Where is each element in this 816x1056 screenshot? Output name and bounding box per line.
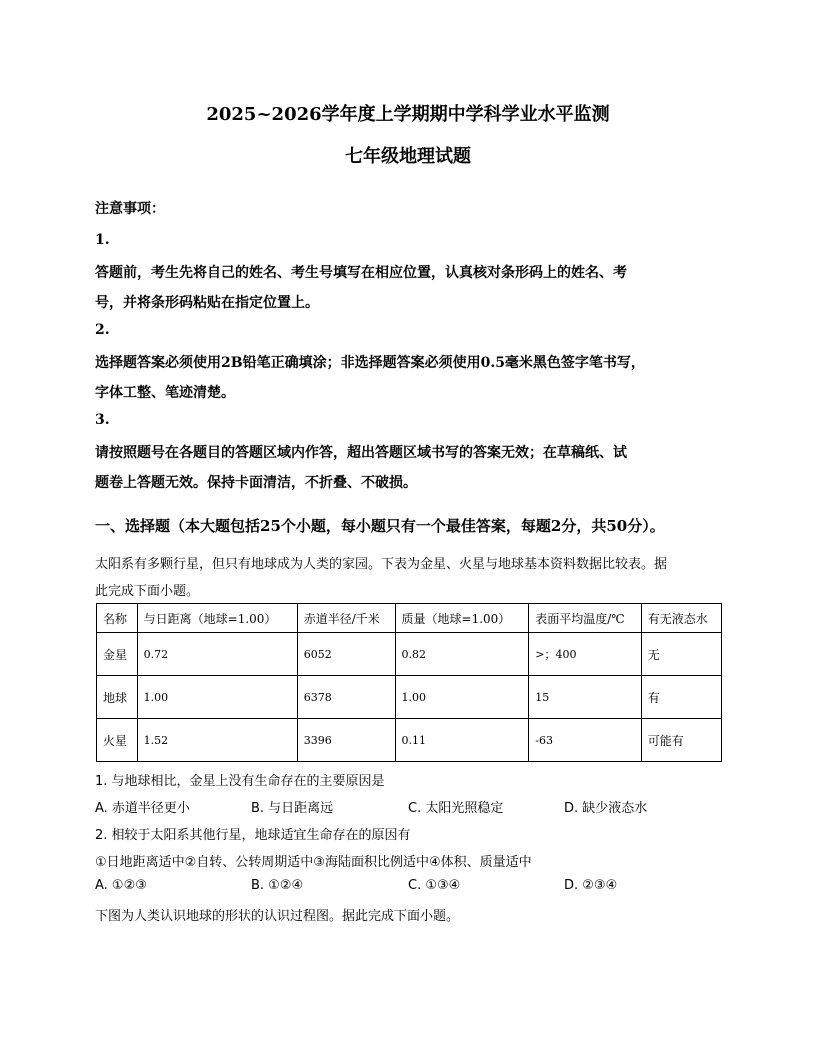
- table-cell: 15: [529, 676, 642, 719]
- table-header-row: [97, 604, 722, 633]
- notice-item-3-number: 3.: [95, 412, 110, 428]
- notice-item-3-line-2: 题卷上答题无效。保持卡面清洁，不折叠、不破损。: [95, 475, 417, 491]
- section-heading: 一、选择题（本大题包括25个小题，每小题只有一个最佳答案，每题2分，共50分）。: [95, 517, 665, 535]
- question-1-option-b: B. 与日距离远: [251, 801, 334, 816]
- table-cell: >；400: [529, 633, 642, 676]
- question-2-option-b: B. ①②④: [251, 878, 304, 893]
- notice-item-1-line-2: 号，并将条形码粘贴在指定位置上。: [95, 295, 319, 311]
- table-cell: 0.72: [137, 633, 297, 676]
- question-2-option-a: A. ①②③: [95, 878, 147, 893]
- notice-item-2-number: 2.: [95, 322, 110, 338]
- planet-comparison-table: [96, 603, 722, 762]
- notice-item-3-line-1: 请按照题号在各题目的答题区域内作答，超出答题区域书写的答案无效；在草稿纸、试: [95, 445, 627, 461]
- table-cell: 地球: [97, 676, 138, 719]
- next-section-intro: 下图为人类认识地球的形状的认识过程图。据此完成下面小题。: [95, 909, 460, 924]
- table-header-cell: 赤道半径/千米: [297, 604, 395, 633]
- exam-subtitle: 七年级地理试题: [345, 146, 471, 167]
- question-2-stem: 2. 相较于太阳系其他行星，地球适宜生命存在的原因有: [95, 828, 411, 843]
- table-cell: 3396: [297, 719, 395, 762]
- exam-title: 2025~2026学年度上学期期中学科学业水平监测: [206, 104, 610, 125]
- question-2-option-c: C. ①③④: [408, 878, 461, 893]
- table-cell: 金星: [97, 633, 138, 676]
- question-2-option-d: D. ②③④: [564, 878, 618, 893]
- table-row: [97, 719, 722, 762]
- notice-item-2-line-1: 选择题答案必须使用2B铅笔正确填涂；非选择题答案必须使用0.5毫米黑色签字笔书写，: [95, 355, 645, 371]
- table-header-cell: 有无液态水: [641, 604, 721, 633]
- notice-item-1-number: 1.: [95, 232, 110, 248]
- table-cell: 6378: [297, 676, 395, 719]
- table-cell: -63: [529, 719, 642, 762]
- table-cell: 6052: [297, 633, 395, 676]
- table-cell: 无: [641, 633, 721, 676]
- table-cell: 0.82: [395, 633, 529, 676]
- section-intro-line-2: 此完成下面小题。: [95, 584, 200, 599]
- table-header-cell: 质量（地球=1.00）: [395, 604, 529, 633]
- question-2-conditions: ①日地距离适中②自转、公转周期适中③海陆面积比例适中④体积、质量适中: [95, 855, 532, 870]
- table-cell: 1.00: [137, 676, 297, 719]
- table-header-cell: 表面平均温度/℃: [529, 604, 642, 633]
- table-cell: 有: [641, 676, 721, 719]
- table-header-cell: 名称: [97, 604, 138, 633]
- question-1-stem: 1. 与地球相比，金星上没有生命存在的主要原因是: [95, 774, 385, 789]
- table-header-cell: 与日距离（地球=1.00）: [137, 604, 297, 633]
- table-cell: 1.00: [395, 676, 529, 719]
- notice-heading: 注意事项：: [95, 201, 165, 217]
- section-intro-line-1: 太阳系有多颗行星，但只有地球成为人类的家园。下表为金星、火星与地球基本资料数据比较表。据: [95, 557, 668, 572]
- question-1-option-d: D. 缺少液态水: [564, 801, 648, 816]
- table-row: [97, 676, 722, 719]
- question-1-option-c: C. 太阳光照稳定: [408, 801, 504, 816]
- table-cell: 火星: [97, 719, 138, 762]
- table-cell: 0.11: [395, 719, 529, 762]
- question-1-option-a: A. 赤道半径更小: [95, 801, 190, 816]
- notice-item-2-line-2: 字体工整、笔迹清楚。: [95, 385, 235, 401]
- table-cell: 1.52: [137, 719, 297, 762]
- table-row: [97, 633, 722, 676]
- table-cell: 可能有: [641, 719, 721, 762]
- notice-item-1-line-1: 答题前，考生先将自己的姓名、考生号填写在相应位置，认真核对条形码上的姓名、考: [95, 265, 627, 281]
